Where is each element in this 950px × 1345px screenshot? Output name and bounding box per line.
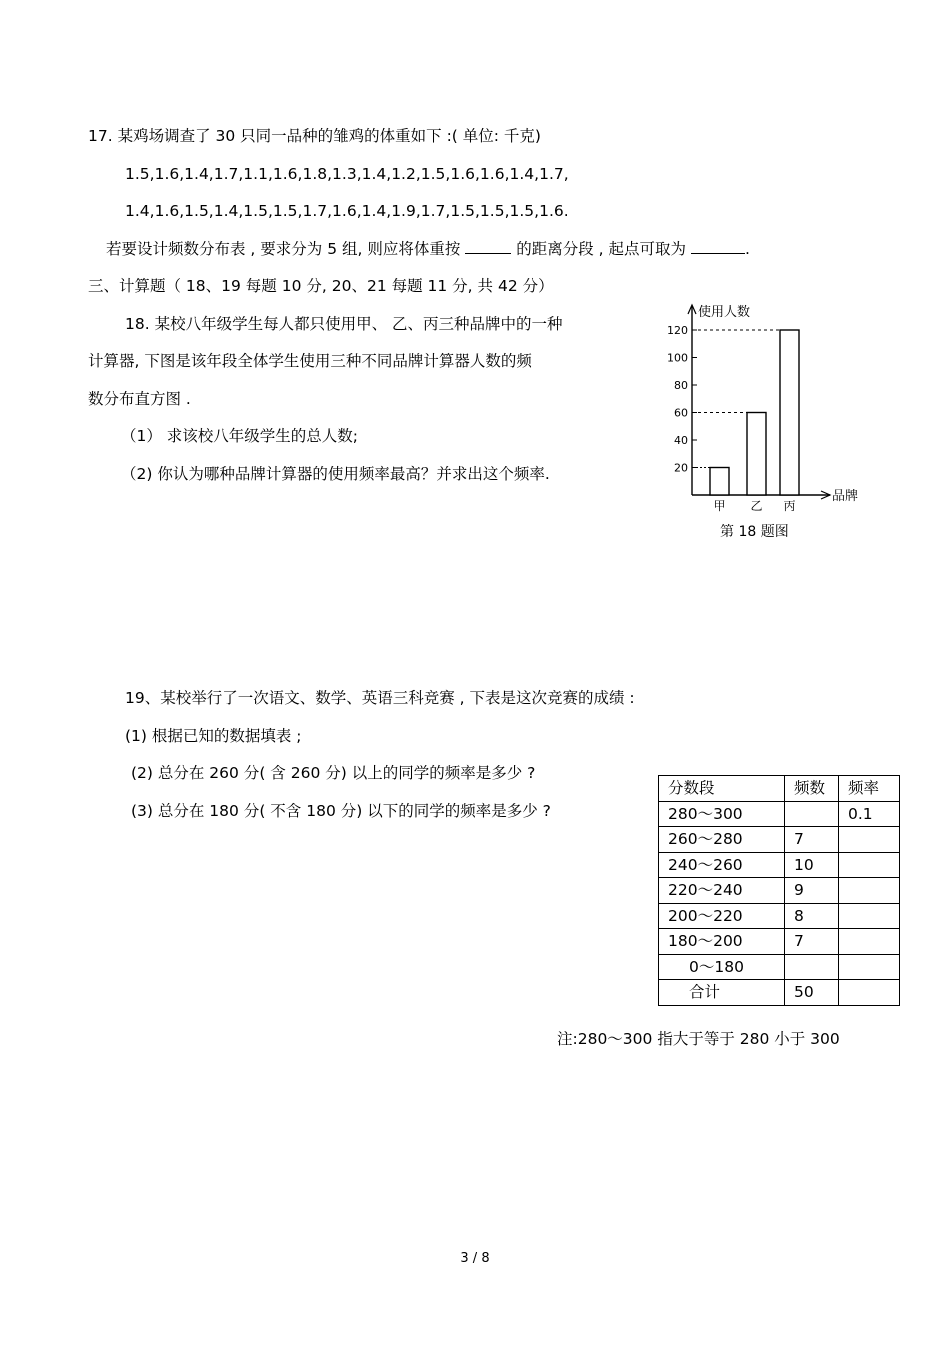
table-header-cell: 频率	[839, 776, 900, 802]
q18-stem-line-2: 计算器, 下图是该年段全体学生使用三种不同品牌计算器人数的频	[88, 352, 532, 370]
table-row	[659, 827, 900, 853]
table-cell: 280～300	[659, 801, 785, 827]
q19-stem: 19、某校举行了一次语文、数学、英语三科竞赛 , 下表是这次竞赛的成绩 :	[125, 689, 635, 707]
q17-prompt	[106, 239, 750, 259]
table-cell: 合计	[659, 980, 785, 1006]
score-frequency-table	[658, 775, 900, 1006]
table-cell: 9	[785, 878, 839, 904]
y-tick-label: 20	[674, 461, 688, 475]
table-blank-cell[interactable]	[839, 878, 900, 904]
table-blank-cell[interactable]	[785, 954, 839, 980]
table-cell: 260～280	[659, 827, 785, 853]
section-3-title: 三、计算题（ 18、19 每题 10 分, 20、21 每题 11 分, 共 42 分）	[88, 277, 554, 295]
q17-answer-blank-2[interactable]	[691, 239, 745, 254]
table-blank-cell[interactable]	[839, 827, 900, 853]
q18-stem-line-1: 18. 某校八年级学生每人都只使用甲、 乙、丙三种品牌中的一种	[125, 315, 563, 333]
table-blank-cell[interactable]	[839, 980, 900, 1006]
table-row	[659, 929, 900, 955]
table-header-cell: 频数	[785, 776, 839, 802]
table-row	[659, 801, 900, 827]
q18-stem-line-3: 数分布直方图 .	[88, 390, 191, 408]
table-header-row	[659, 776, 900, 802]
table-blank-cell[interactable]	[839, 929, 900, 955]
y-tick-label: 40	[674, 434, 688, 447]
chart-ticks	[692, 330, 697, 468]
y-tick-label: 100	[667, 351, 688, 365]
table-cell: 8	[785, 903, 839, 929]
page-number: 3 / 8	[460, 1251, 490, 1266]
x-category-label: 甲	[713, 499, 726, 513]
y-tick-label: 80	[674, 379, 688, 392]
bar-乙	[747, 413, 766, 496]
q19-sub-question-1: (1) 根据已知的数据填表 ;	[125, 727, 302, 745]
q19-table-note: 注:280～300 指大于等于 280 小于 300	[557, 1030, 840, 1048]
table-row	[659, 903, 900, 929]
q18-chart-caption: 第 18 题图	[720, 524, 789, 540]
table-row	[659, 954, 900, 980]
chart-reference-lines	[692, 330, 780, 468]
q17-data-line-2: 1.4,1.6,1.5,1.4,1.5,1.5,1.7,1.6,1.4,1.9,1.7,1.5,1.5,1.5,1.6.	[125, 202, 569, 220]
table-cell: 7	[785, 929, 839, 955]
q17-prompt-part-b: 的距离分段 , 起点可取为	[516, 240, 687, 258]
table-blank-cell[interactable]	[785, 801, 839, 827]
q17-answer-blank-1[interactable]	[465, 239, 511, 254]
y-tick-label: 60	[674, 406, 688, 420]
y-axis-title: 使用人数	[698, 305, 751, 320]
q19-sub-question-3: (3) 总分在 180 分( 不含 180 分) 以下的同学的频率是多少 ?	[131, 802, 551, 820]
table-cell: 180～200	[659, 929, 785, 955]
q17-prompt-part-a: 若要设计频数分布表 , 要求分为 5 组, 则应将体重按	[106, 240, 461, 258]
table-cell: 0～180	[659, 954, 785, 980]
q17-data-line-1: 1.5,1.6,1.4,1.7,1.1,1.6,1.8,1.3,1.4,1.2,1.5,1.6,1.6,1.4,1.7,	[125, 165, 569, 183]
table-cell: 0.1	[839, 801, 900, 827]
q17-prompt-end: .	[744, 240, 750, 258]
table-row	[659, 852, 900, 878]
table-row	[659, 980, 900, 1006]
table-cell: 7	[785, 827, 839, 853]
x-axis-title: 品牌	[832, 489, 859, 504]
table-cell: 220～240	[659, 878, 785, 904]
table-blank-cell[interactable]	[839, 852, 900, 878]
table-cell: 10	[785, 852, 839, 878]
x-category-label: 丙	[783, 499, 796, 513]
q17-stem: 17. 某鸡场调查了 30 只同一品种的雏鸡的体重如下 :( 单位: 千克)	[88, 127, 541, 145]
table-cell: 200～220	[659, 903, 785, 929]
table-cell: 240～260	[659, 852, 785, 878]
table-blank-cell[interactable]	[839, 903, 900, 929]
table-cell: 50	[785, 980, 839, 1006]
table-header-cell: 分数段	[659, 776, 785, 802]
table-blank-cell[interactable]	[839, 954, 900, 980]
q18-sub-question-1: （1） 求该校八年级学生的总人数;	[121, 427, 359, 445]
bar-丙	[780, 330, 799, 495]
q19-sub-question-2: (2) 总分在 260 分( 含 260 分) 以上的同学的频率是多少 ?	[131, 764, 536, 782]
y-tick-label: 120	[667, 324, 688, 337]
q18-sub-question-2: （2) 你认为哪种品牌计算器的使用频率最高？并求出这个频率.	[121, 465, 550, 483]
x-category-label: 乙	[750, 499, 763, 513]
bar-甲	[710, 468, 729, 496]
q18-histogram-chart	[660, 300, 870, 520]
table-row	[659, 878, 900, 904]
